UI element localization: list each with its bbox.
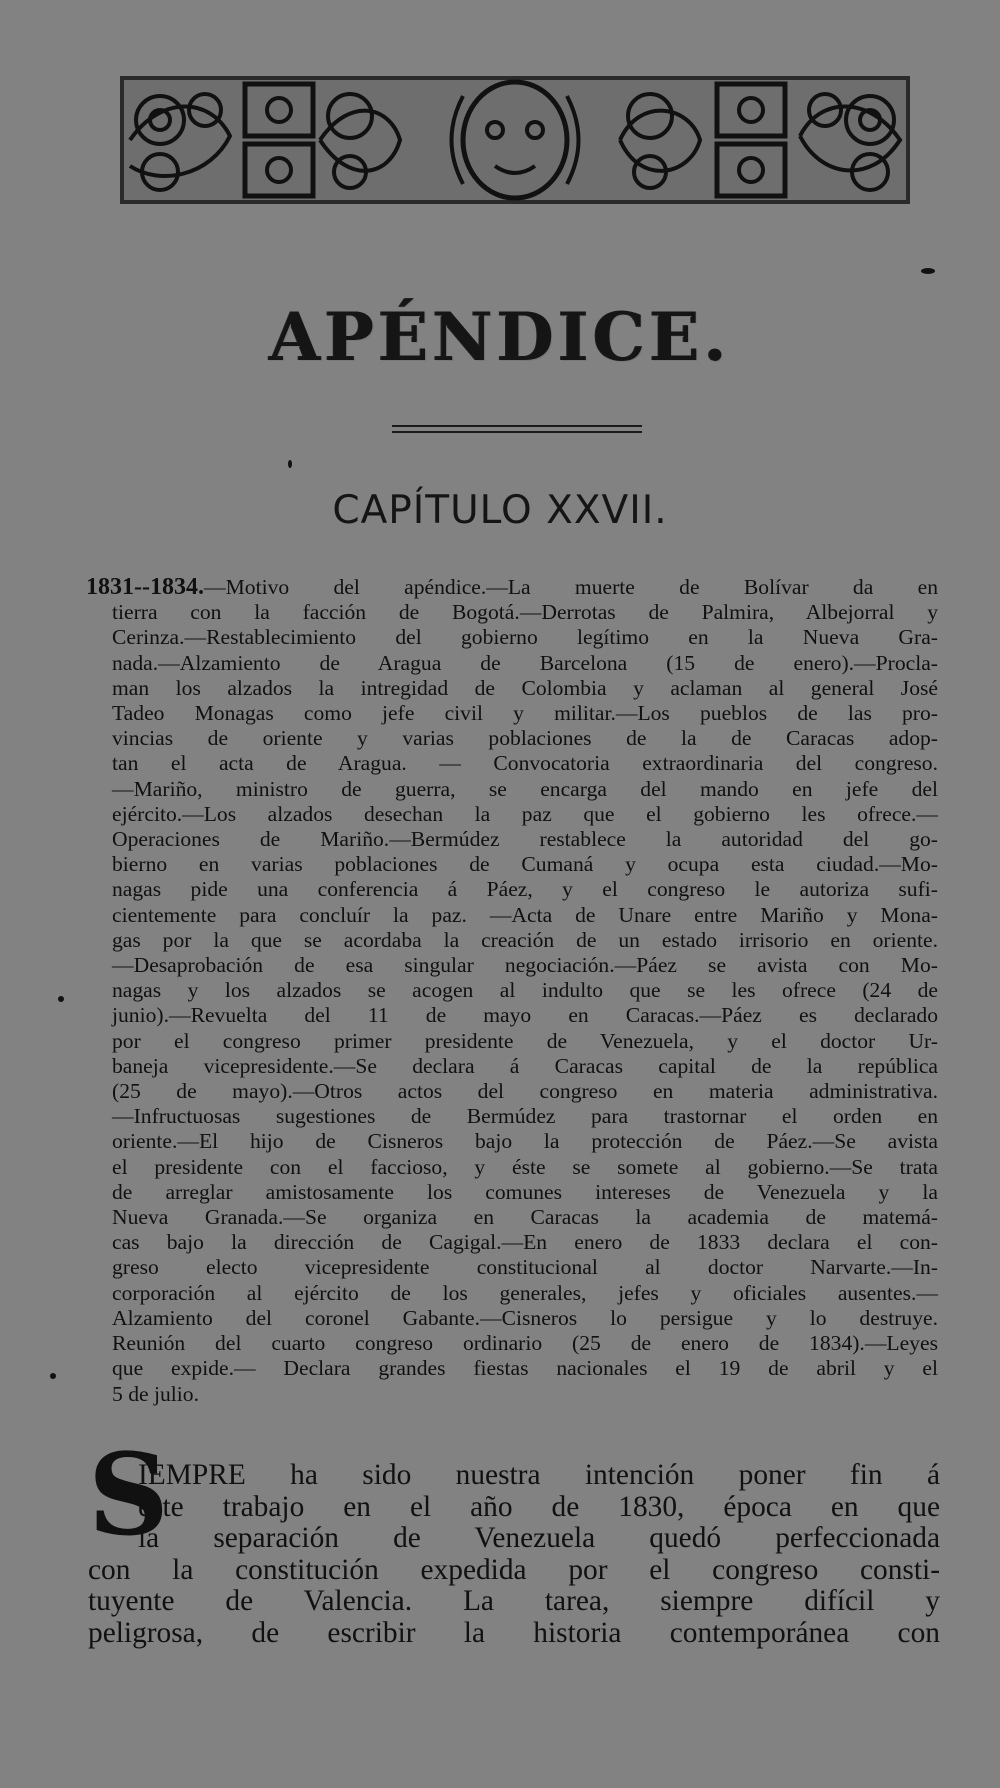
scan-speck (50, 1373, 56, 1379)
summary-line: gas por la que se acordaba la creación de un estado irrisorio en oriente. (112, 927, 938, 952)
summary-line: nada.—Alzamiento de Aragua de Barcelona (15 de enero).—Procla- (112, 650, 938, 675)
summary-line: bierno en varias poblaciones de Cumaná y ocupa esta ciudad.—Mo- (112, 852, 938, 877)
chapter-heading: CAPÍTULO XXVII. (332, 488, 668, 533)
scan-speck (288, 460, 292, 468)
title-rule-top (392, 425, 642, 427)
summary-line: —Desaprobación de esa singular negociación.—Páez se avista con Mo- (112, 953, 938, 978)
summary-line: que expide.— Declara grandes fiestas nacionales el 19 de abril y el (112, 1356, 938, 1381)
summary-line: por el congreso primer presidente de Venezuela, y el doctor Ur- (112, 1028, 938, 1053)
title-rule-bottom (392, 431, 642, 433)
summary-line: —Mariño, ministro de guerra, se encarga del mando en jefe del (112, 776, 938, 801)
summary-line: corporación al ejército de los generales, jefes y oficiales ausentes.— (112, 1280, 938, 1305)
summary-line: Nueva Granada.—Se organiza en Caracas la academia de matemá- (112, 1205, 938, 1230)
summary-line: cientemente para concluír la paz. —Acta de Unare entre Mariño y Mona- (112, 902, 938, 927)
summary-line: Alzamiento del coronel Gabante.—Cisneros lo persigue y lo destruye. (112, 1305, 938, 1330)
body-line: IEMPRE ha sido nuestra intención poner fin á (138, 1459, 940, 1491)
ornament-header-band (120, 76, 910, 204)
page-title: APÉNDICE. (269, 298, 731, 376)
summary-line: vincias de oriente y varias poblaciones de la de Caracas adop- (112, 726, 938, 751)
summary-line: de arreglar amistosamente los comunes intereses de Venezuela y la (112, 1179, 938, 1204)
summary-line: —Infructuosas sugestiones de Bermúdez para trastornar el orden en (112, 1104, 938, 1129)
chapter-summary (86, 575, 938, 1407)
summary-line: Reunión del cuarto congreso ordinario (25 de enero de 1834).—Leyes (112, 1331, 938, 1356)
scan-speck (921, 268, 935, 274)
summary-line: ejército.—Los alzados desechan la paz que el gobierno les ofrece.— (112, 801, 938, 826)
scan-speck (58, 996, 64, 1002)
summary-line: junio).—Revuelta del 11 de mayo en Caracas.—Páez es declarado (112, 1003, 938, 1028)
summary-line: 1831--1834.—Motivo del apéndice.—La muerte de Bolívar da en (86, 574, 938, 600)
body-line: este trabajo en el año de 1830, época en que (138, 1490, 940, 1523)
summary-line: el presidente con el faccioso, y éste se somete al gobierno.—Se trata (112, 1154, 938, 1179)
summary-line: oriente.—El hijo de Cisneros bajo la protección de Páez.—Se avista (112, 1129, 938, 1154)
summary-line: baneja vicepresidente.—Se declara á Caracas capital de la república (112, 1053, 938, 1078)
body-text (88, 1460, 940, 1650)
body-line: tuyente de Valencia. La tarea, siempre difícil y (88, 1585, 940, 1618)
summary-line: tan el acta de Aragua. — Convocatoria extraordinaria del congreso. (112, 751, 938, 776)
drop-capital: S (88, 1430, 169, 1561)
summary-line: Tadeo Monagas como jefe civil y militar.—Los pueblos de las pro- (112, 701, 938, 726)
summary-line: 5 de julio. (112, 1381, 199, 1406)
summary-line: man los alzados la intregidad de Colombia y aclaman al general José (112, 675, 938, 700)
summary-line: greso electo vicepresidente constitucional al doctor Narvarte.—In- (112, 1255, 938, 1280)
summary-line: Cerinza.—Restablecimiento del gobierno legítimo en la Nueva Gra- (112, 625, 938, 650)
summary-line: Operaciones de Mariño.—Bermúdez restablece la autoridad del go- (112, 827, 938, 852)
summary-year: 1831--1834. (86, 574, 204, 600)
summary-line: cas bajo la dirección de Cagigal.—En enero de 1833 declara el con- (112, 1230, 938, 1255)
summary-line: (25 de mayo).—Otros actos del congreso en materia administrativa. (112, 1079, 938, 1104)
body-line: con la constitución expedida por el congreso consti- (88, 1553, 940, 1586)
body-line: la separación de Venezuela quedó perfeccionada (138, 1522, 940, 1555)
summary-line: nagas pide una conferencia á Páez, y el congreso le autoriza sufi- (112, 877, 938, 902)
summary-line: nagas y los alzados se acogen al indulto que se les ofrece (24 de (112, 978, 938, 1003)
summary-line: tierra con la facción de Bogotá.—Derrotas de Palmira, Albejorral y (112, 600, 938, 625)
body-line: peligrosa, de escribir la historia contemporánea con (88, 1616, 940, 1649)
